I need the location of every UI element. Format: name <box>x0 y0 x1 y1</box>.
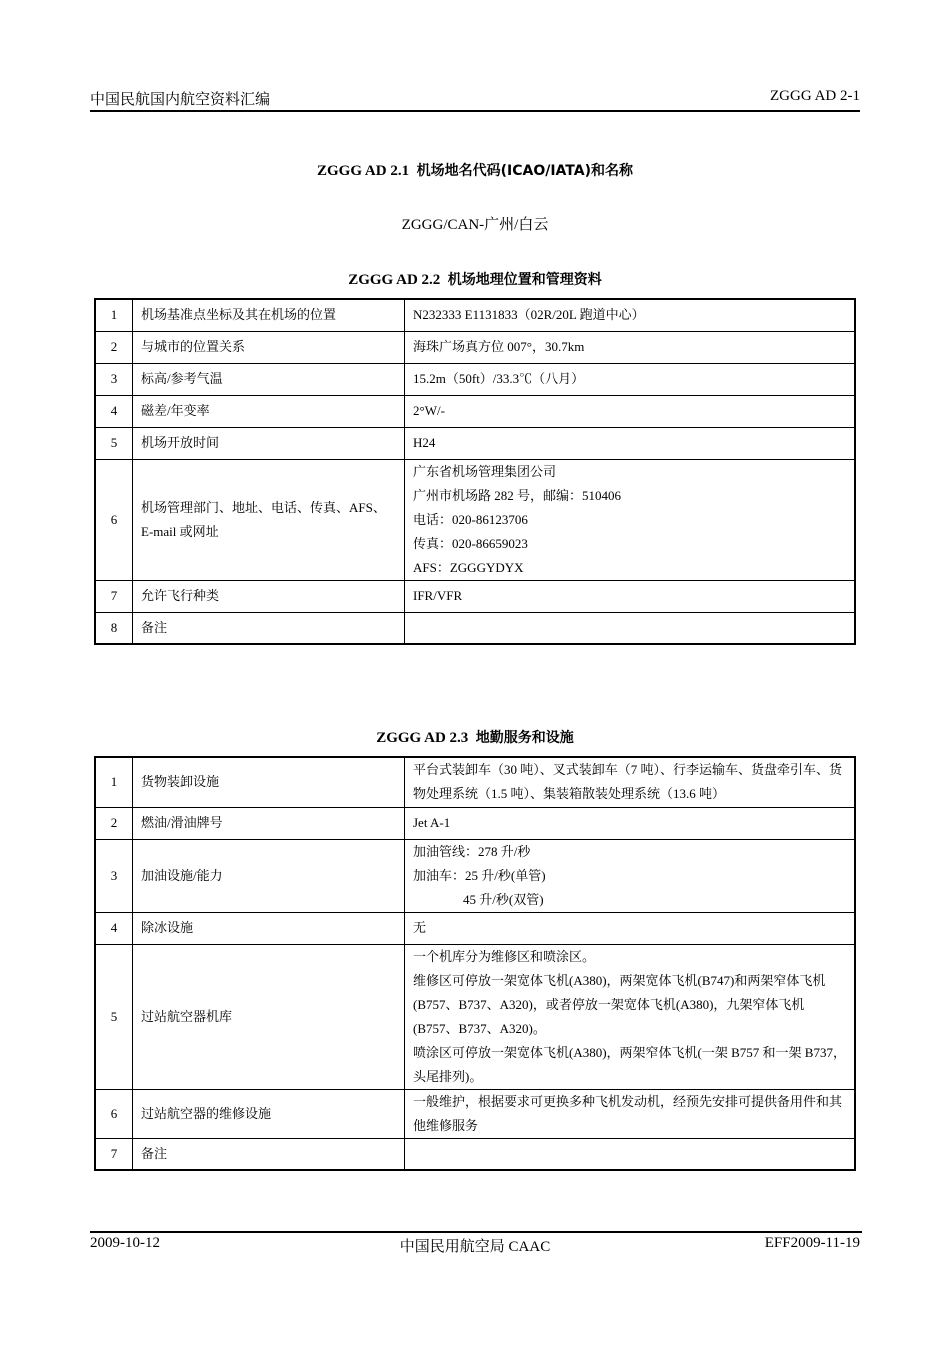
row-value-line: 传真：020-86659023 <box>413 535 528 551</box>
row-label: 机场开放时间 <box>133 427 405 459</box>
row-number: 7 <box>95 1138 133 1170</box>
table-row <box>95 331 855 363</box>
table-row <box>95 459 855 580</box>
section-code: ZGGG AD 2.2 <box>348 272 441 288</box>
section-title-text: 机场地理位置和管理资料 <box>447 272 602 288</box>
row-number: 6 <box>95 459 133 580</box>
row-value-line: N232333 E1131833（02R/20L 跑道中心） <box>413 307 645 323</box>
row-value <box>405 944 856 1089</box>
row-number: 2 <box>95 807 133 839</box>
header-rule <box>90 110 860 112</box>
row-number: 1 <box>95 757 133 807</box>
row-value-line: 45 升/秒(双管) <box>463 891 544 907</box>
row-number: 3 <box>95 363 133 395</box>
row-value <box>405 612 856 644</box>
row-label: 备注 <box>133 1138 405 1170</box>
row-value-line: 平台式装卸车（30 吨）、叉式装卸车（7 吨）、行李运输车、货盘牵引车、货物处理系统（1.5 吨）、集装箱散装处理系统（13.6 吨） <box>413 762 843 802</box>
section-ad23-title <box>94 727 856 747</box>
row-value-line: 广州市机场路 282 号，邮编：510406 <box>413 487 622 503</box>
row-label: 机场管理部门、地址、电话、传真、AFS、E-mail 或网址 <box>133 459 405 580</box>
row-value <box>405 757 856 807</box>
row-number: 8 <box>95 612 133 644</box>
section-ad22-title <box>94 269 856 289</box>
page-footer <box>90 1235 860 1257</box>
table-row <box>95 839 855 912</box>
footer-rule <box>90 1231 862 1233</box>
row-value-line: 喷涂区可停放一架宽体飞机(A380)，两架窄体飞机(一架 B757 和一架 B737，头尾排列)。 <box>413 1044 846 1084</box>
row-value-line: 海珠广场真方位 007°，30.7km <box>413 339 585 354</box>
row-value <box>405 1138 856 1170</box>
row-label: 货物装卸设施 <box>133 757 405 807</box>
row-number: 2 <box>95 331 133 363</box>
row-label: 与城市的位置关系 <box>133 331 405 363</box>
row-label: 燃油/滑油牌号 <box>133 807 405 839</box>
row-number: 4 <box>95 912 133 944</box>
row-value-line: AFS：ZGGGYDYX <box>413 559 524 575</box>
table-row <box>95 363 855 395</box>
row-value <box>405 299 856 331</box>
row-value-line: 加油车：25 升/秒(单管) <box>413 867 546 883</box>
row-value-line: H24 <box>413 435 436 450</box>
row-label: 过站航空器的维修设施 <box>133 1089 405 1138</box>
table-row <box>95 612 855 644</box>
row-value-line: 维修区可停放一架宽体飞机(A380)，两架宽体飞机(B747)和两架窄体飞机(B757、B737、A320)，或者停放一架宽体飞机(A380)，九架窄体飞机(B757、B737、A320)。 <box>413 972 826 1036</box>
row-label: 标高/参考气温 <box>133 363 405 395</box>
row-value <box>405 580 856 612</box>
row-label: 允许飞行种类 <box>133 580 405 612</box>
row-number: 4 <box>95 395 133 427</box>
table-row <box>95 912 855 944</box>
table-row <box>95 427 855 459</box>
row-label: 备注 <box>133 612 405 644</box>
row-value <box>405 395 856 427</box>
table-row <box>95 807 855 839</box>
table-row <box>95 580 855 612</box>
row-label: 加油设施/能力 <box>133 839 405 912</box>
row-value <box>405 839 856 912</box>
section-code: ZGGG AD 2.3 <box>376 730 469 746</box>
section-title-text: 地勤服务和设施 <box>475 730 574 746</box>
row-value-line: 2°W/- <box>413 403 445 418</box>
row-value <box>405 807 856 839</box>
row-value-line: 无 <box>413 920 427 935</box>
ad23-table <box>94 756 856 1171</box>
airport-designator-name: ZGGG/CAN-广州/白云 <box>401 217 549 233</box>
row-label: 除冰设施 <box>133 912 405 944</box>
row-number: 6 <box>95 1089 133 1138</box>
row-label: 机场基准点坐标及其在机场的位置 <box>133 299 405 331</box>
table-row <box>95 757 855 807</box>
table-row <box>95 299 855 331</box>
section-title-text: 机场地名代码(ICAO/IATA)和名称 <box>416 163 633 179</box>
table-row <box>95 395 855 427</box>
row-value-line: Jet A-1 <box>413 815 451 830</box>
row-value-line: IFR/VFR <box>413 588 463 603</box>
header-publication-title: 中国民航国内航空资料汇编 <box>90 90 271 108</box>
row-value-line: 一个机库分为维修区和喷涂区。 <box>413 948 596 964</box>
footer-publication-date: 2009-10-12 <box>90 1235 160 1251</box>
row-value-line: 15.2m（50ft）/33.3℃（八月） <box>413 371 585 386</box>
row-label: 过站航空器机库 <box>133 944 405 1089</box>
row-value-line: 一般维护，根据要求可更换多种飞机发动机，经预先安排可提供备用件和其他维修服务 <box>413 1093 843 1133</box>
row-number: 3 <box>95 839 133 912</box>
section-code: ZGGG AD 2.1 <box>317 163 410 179</box>
footer-effective-date: EFF2009-11-19 <box>764 1235 860 1251</box>
row-number: 5 <box>95 427 133 459</box>
row-number: 7 <box>95 580 133 612</box>
row-value <box>405 331 856 363</box>
row-value <box>405 363 856 395</box>
row-number: 5 <box>95 944 133 1089</box>
ad22-table <box>94 298 856 645</box>
row-label: 磁差/年变率 <box>133 395 405 427</box>
table-row <box>95 944 855 1089</box>
row-value <box>405 427 856 459</box>
row-value-line: 加油管线：278 升/秒 <box>413 843 531 859</box>
row-value <box>405 912 856 944</box>
table-row <box>95 1138 855 1170</box>
footer-authority: 中国民用航空局 CAAC <box>399 1239 551 1255</box>
row-value <box>405 459 856 580</box>
row-value-line: 电话：020-86123706 <box>413 511 528 527</box>
page-header <box>90 88 860 112</box>
row-number: 1 <box>95 299 133 331</box>
row-value-line: 广东省机场管理集团公司 <box>413 463 557 479</box>
section-ad21-title <box>94 160 856 180</box>
table-row <box>95 1089 855 1138</box>
row-value <box>405 1089 856 1138</box>
header-page-code: ZGGG AD 2-1 <box>770 88 860 104</box>
